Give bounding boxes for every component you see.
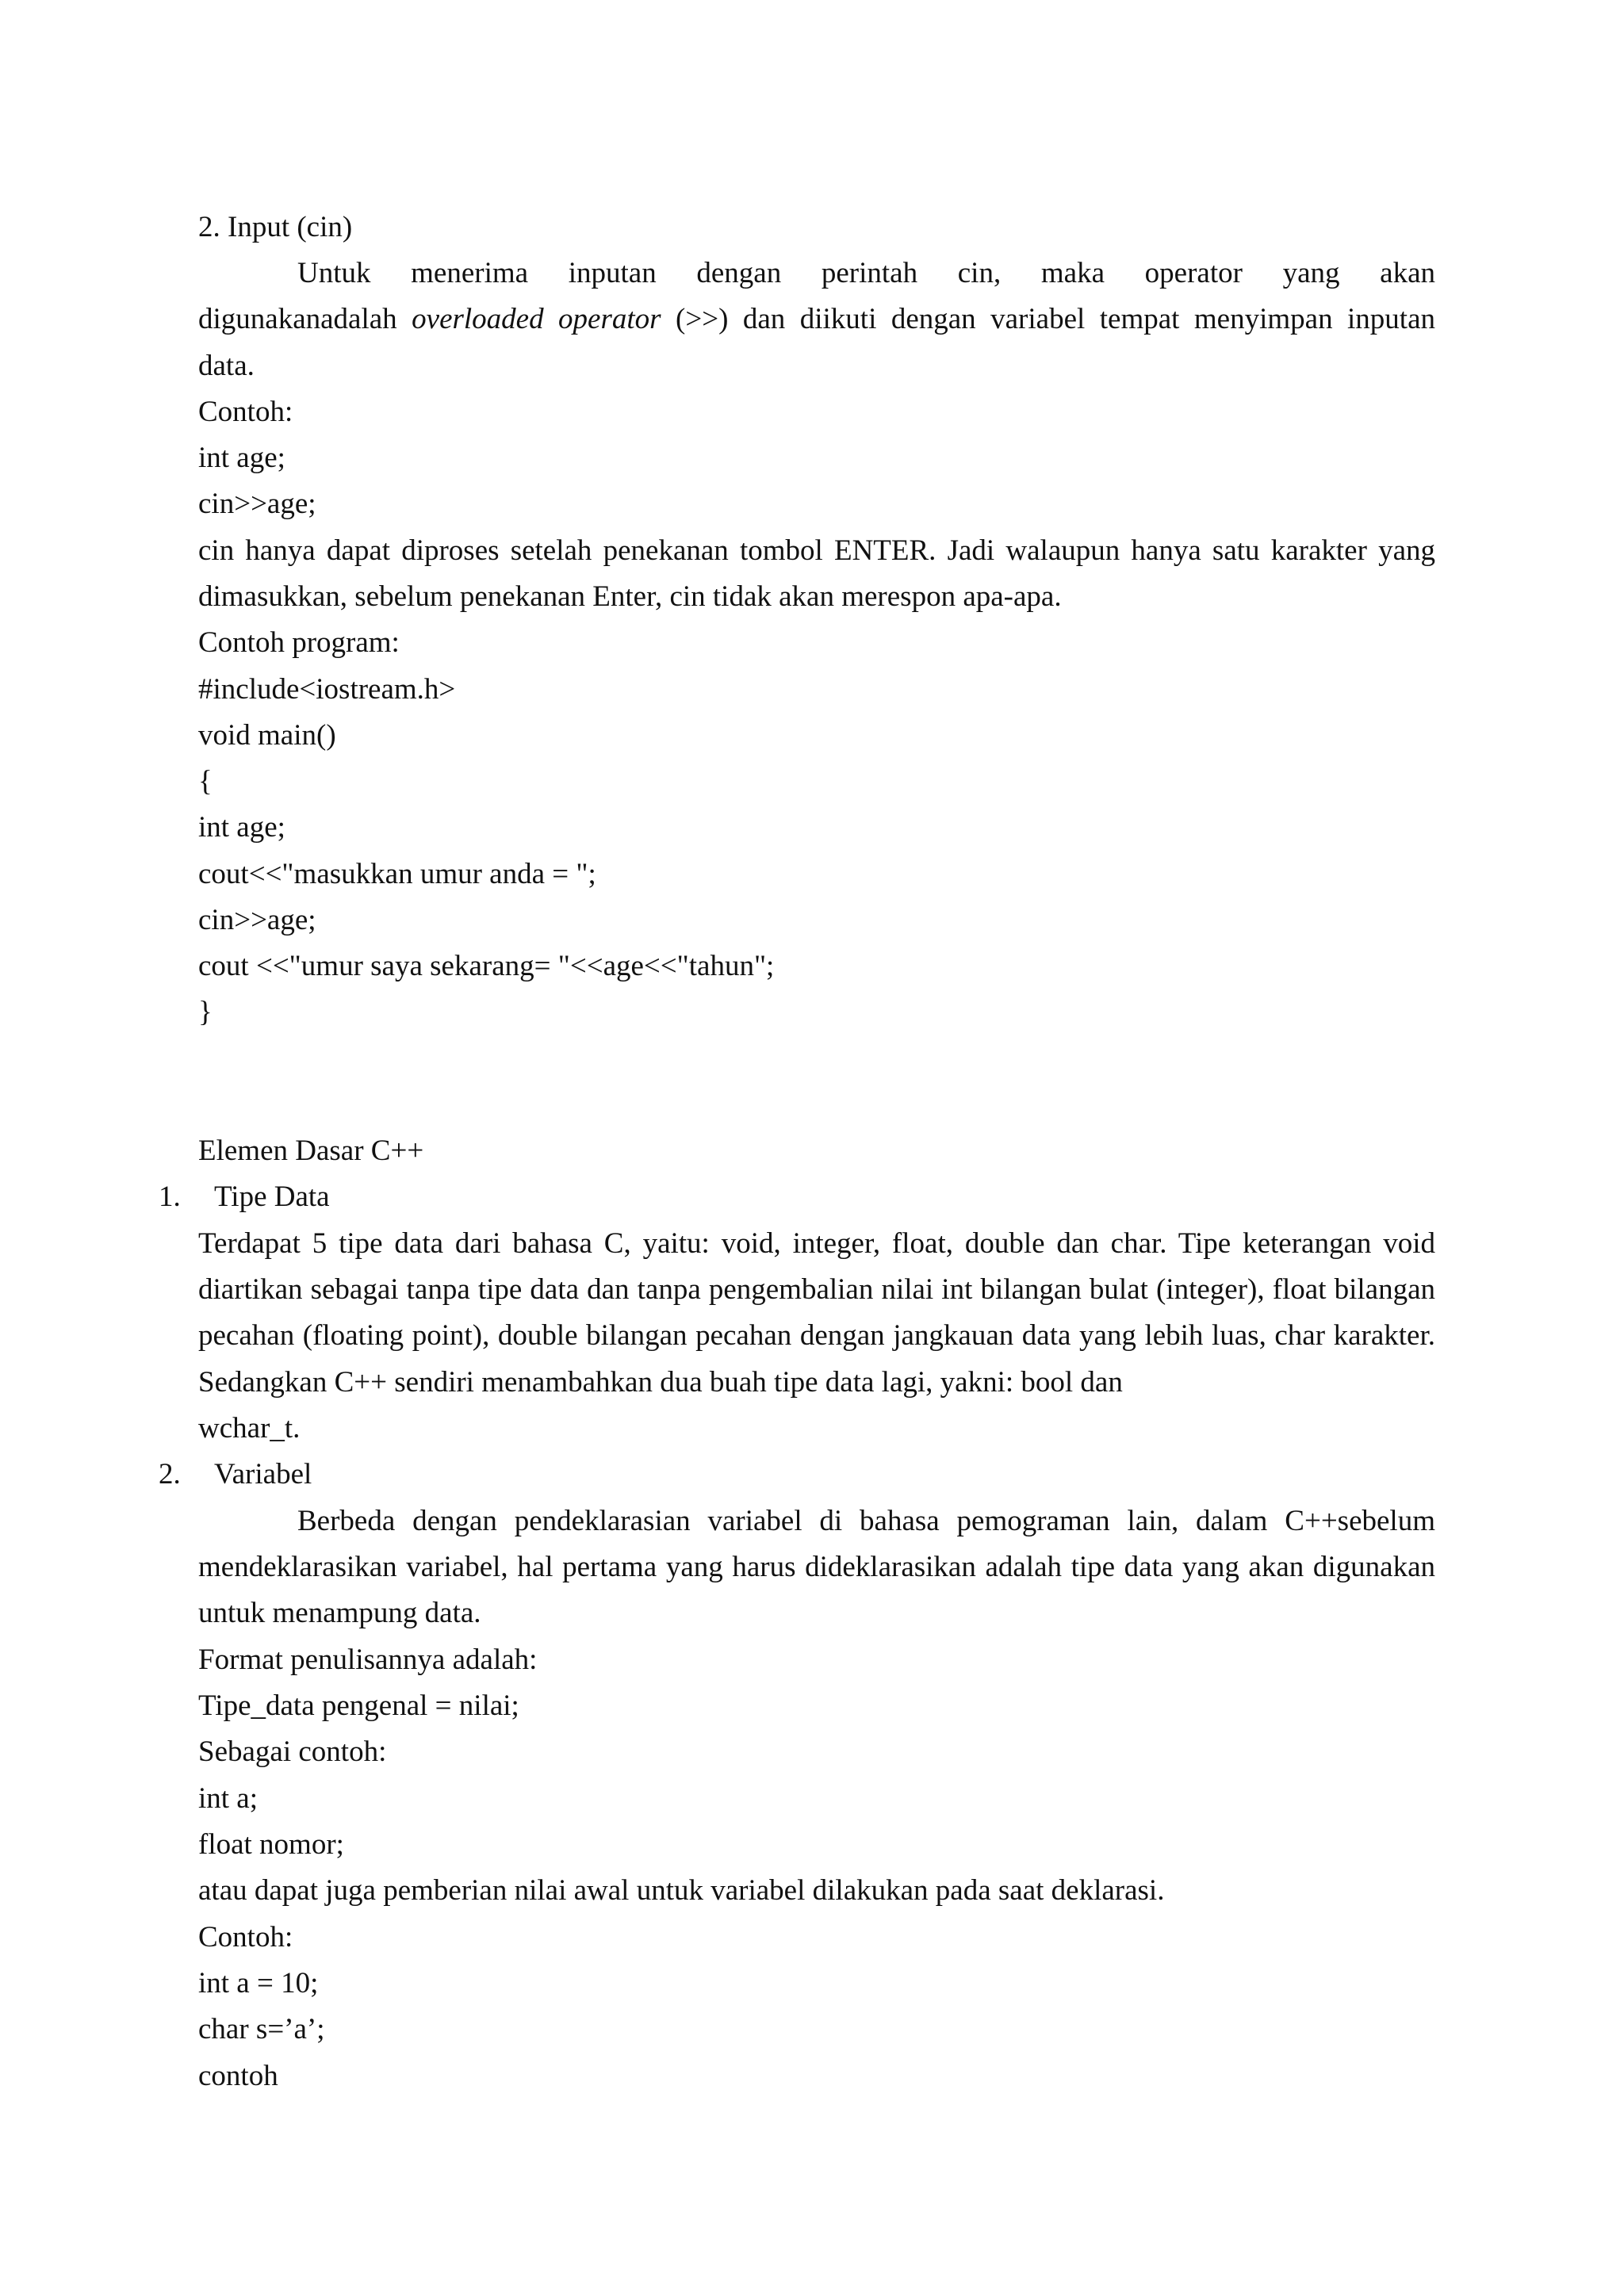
code-line: } [198, 996, 213, 1028]
example-label: Contoh: [198, 396, 293, 428]
list-number: 1. [159, 1181, 181, 1213]
code-line: float nomor; [198, 1828, 344, 1861]
code-line: int age; [198, 442, 285, 474]
paragraph-line: pecahan (floating point), double bilangan pecahan dengan jangkauan data yang lebih luas, char karakter. [198, 1319, 1435, 1352]
paragraph-line: Sedangkan C++ sendiri menambahkan dua buah tipe data lagi, yakni: bool dan [198, 1366, 1123, 1399]
code-line: cout<<"masukkan umur anda = "; [198, 858, 596, 890]
paragraph-line: atau dapat juga pemberian nilai awal untuk variabel dilakukan pada saat deklarasi. [198, 1874, 1165, 1907]
paragraph-line [198, 304, 1435, 334]
paragraph-line: mendeklarasikan variabel, hal pertama yang harus dideklarasikan adalah tipe data yang akan digunakan [198, 1551, 1435, 1583]
section-heading-input: 2. Input (cin) [198, 211, 353, 243]
paragraph-line: cin hanya dapat diproses setelah penekanan tombol ENTER. Jadi walaupun hanya satu karakter yang [198, 534, 1435, 567]
code-line: #include<iostream.h> [198, 673, 456, 706]
list-item-title: Variabel [214, 1458, 312, 1490]
code-line: int age; [198, 811, 285, 844]
paragraph-line: dimasukkan, sebelum penekanan Enter, cin tidak akan merespon apa-apa. [198, 580, 1062, 613]
code-line: contoh [198, 2060, 278, 2092]
code-line: int a = 10; [198, 1967, 319, 1999]
code-line: char s=’a’; [198, 2013, 325, 2045]
code-line: int a; [198, 1782, 259, 1815]
code-line: cout <<"umur saya sekarang= "<<age<<"tahun"; [198, 950, 775, 982]
format-label: Format penulisannya adalah: [198, 1644, 538, 1676]
paragraph-line: Untuk menerima inputan dengan perintah cin, maka operator yang akan [297, 257, 1435, 289]
list-item-title: Tipe Data [214, 1181, 330, 1213]
text-span: (>>) dan diikuti dengan variabel tempat menyimpan inputan [661, 303, 1436, 335]
code-line: void main() [198, 719, 336, 752]
paragraph-line: Terdapat 5 tipe data dari bahasa C, yaitu: void, integer, float, double dan char. Tipe keterangan void [198, 1227, 1435, 1260]
paragraph-line: wchar_t. [198, 1412, 301, 1445]
code-line: cin>>age; [198, 904, 316, 936]
paragraph-line: untuk menampung data. [198, 1597, 481, 1629]
section-heading-elemen: Elemen Dasar C++ [198, 1135, 424, 1167]
paragraph-line: data. [198, 350, 255, 382]
italic-term: overloaded operator [412, 303, 661, 335]
program-label: Contoh program: [198, 626, 400, 659]
paragraph-line: diartikan sebagai tanpa tipe data dan tanpa pengembalian nilai int bilangan bulat (integer), float bilangan [198, 1273, 1435, 1306]
code-line: { [198, 765, 213, 798]
example-label: Sebagai contoh: [198, 1735, 387, 1768]
code-line: cin>>age; [198, 488, 316, 520]
paragraph-line: Berbeda dengan pendeklarasian variabel di bahasa pemograman lain, dalam C++sebelum [297, 1505, 1435, 1537]
text-span: digunakanadalah [198, 303, 412, 335]
list-number: 2. [159, 1458, 181, 1490]
code-line: Tipe_data pengenal = nilai; [198, 1689, 519, 1722]
example-label: Contoh: [198, 1921, 293, 1954]
